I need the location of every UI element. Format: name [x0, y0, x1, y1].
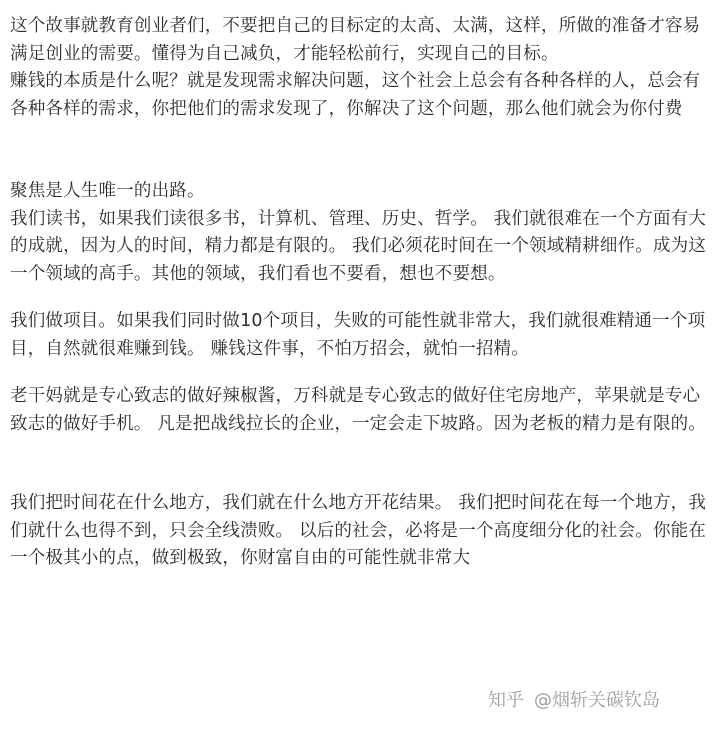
article-paragraph: 老干妈就是专心致志的做好辣椒酱，万科就是专心致志的做好住宅房地产，苹果就是专心致志的做好手机。 凡是把战线拉长的企业，一定会走下坡路。因为老板的精力是有限的。 [10, 386, 707, 434]
article-paragraph: 我们读书，如果我们读很多书，计算机、管理、历史、哲学。 我们就很难在一个方面有大的成就，因为人的时间，精力都是有限的。 我们必须花时间在一个领域精耕细作。成为这一个领域的高手。其他的领域，我们看也不要看，想也不要想。 [10, 208, 707, 284]
paragraph-spacer [10, 438, 714, 490]
article-paragraph: 这个故事就教育创业者们，不要把自己的目标定的太高、太满，这样，所做的准备才容易满足创业的需要。懂得为自己减负，才能轻松前行，实现自己的目标。 [10, 16, 701, 64]
watermark-site: 知乎 [488, 690, 524, 711]
article-body [10, 13, 714, 573]
paragraph-spacer [10, 363, 714, 383]
article-paragraph: 我们做项目。如果我们同时做10个项目，失败的可能性就非常大，我们就很难精通一个项目，自然就很难赚到钱。 赚钱这件事，不怕万招会，就怕一招精。 [10, 311, 706, 359]
paragraph-spacer [10, 288, 714, 308]
article-paragraph: 我们把时间花在什么地方，我们就在什么地方开花结果。 我们把时间花在每一个地方，我们就什么也得不到，只会全线溃败。 以后的社会，必将是一个高度细分化的社会。你能在一个极其小的点，做到极致，你财富自由的可能性就非常大 [10, 493, 707, 568]
article-paragraph: 赚钱的本质是什么呢？就是发现需求解决问题，这个社会上总会有各种各样的人，总会有各种各样的需求，你把他们的需求发现了，你解决了这个问题，那么他们就会为你付费 [10, 71, 701, 119]
article-paragraph: 聚焦是人生唯一的出路。 [10, 181, 205, 201]
zhihu-watermark [488, 686, 660, 712]
paragraph-spacer [10, 123, 714, 178]
watermark-author: @烟斩关碳钦岛 [534, 690, 660, 711]
